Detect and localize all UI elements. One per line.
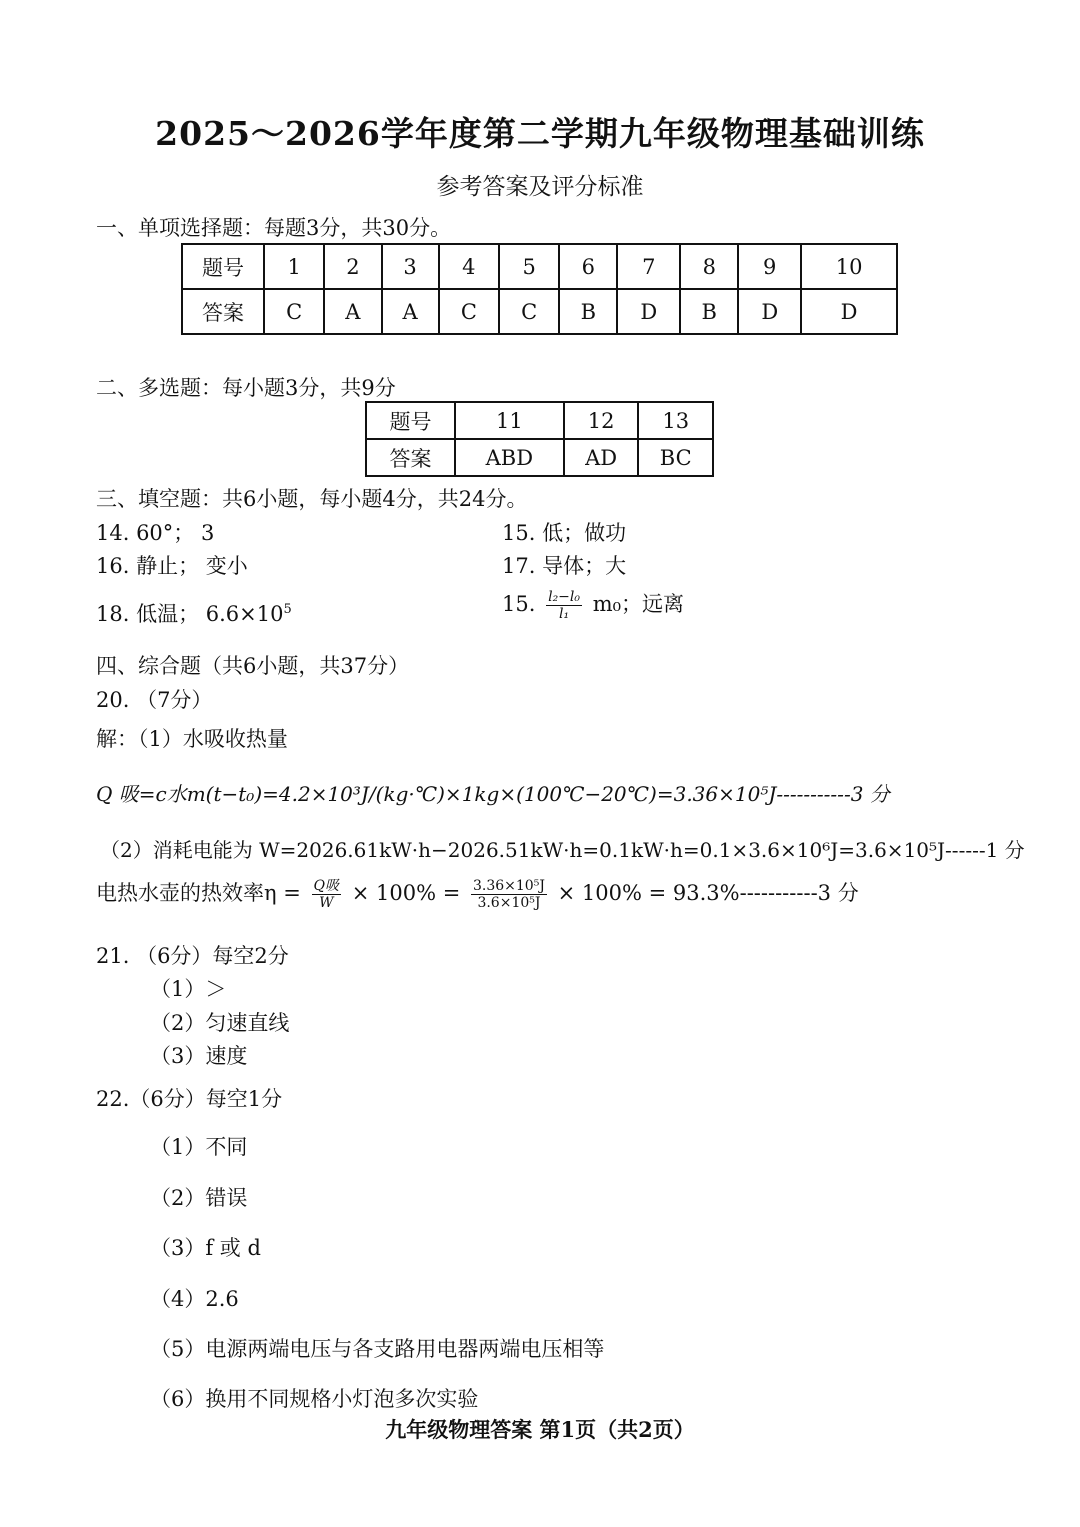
fraction-denominator: l₁: [559, 606, 570, 622]
answer-cell: BC: [638, 439, 713, 476]
question-number: 12: [564, 402, 639, 439]
question-number: 7: [617, 244, 680, 289]
fraction-numerator: Q吸: [313, 878, 340, 894]
table-row: [182, 244, 897, 289]
q22-answer-1: （1）不同: [150, 1135, 248, 1159]
answer-cell: B: [680, 289, 738, 334]
section4-heading: 四、综合题（共6小题，共37分）: [96, 654, 410, 678]
answer-16: 16. 静止； 变小: [96, 554, 248, 578]
answer-cell: ABD: [455, 439, 564, 476]
question-number: 13: [638, 402, 713, 439]
row-label-answer: 答案: [366, 439, 455, 476]
answer-19: [502, 588, 684, 622]
answer-19-number: 15.: [502, 592, 536, 616]
answer-cell: A: [382, 289, 439, 334]
q22-answer-6: （6）换用不同规格小灯泡多次实验: [150, 1387, 479, 1411]
answer-cell: D: [801, 289, 897, 334]
q22-answer-3: （3）f 或 d: [150, 1236, 261, 1260]
answer-17: 17. 导体；大: [502, 554, 627, 578]
answer-cell: D: [617, 289, 680, 334]
question-number: 5: [499, 244, 559, 289]
answer-cell: D: [738, 289, 801, 334]
q20-formula-energy: （2）消耗电能为 W=2026.61kW·h−2026.51kW·h=0.1kW·h=0.1×3.6×10⁶J=3.6×10⁵J------1 分: [100, 838, 1025, 862]
question-number: 2: [324, 244, 381, 289]
answer-18: [96, 598, 292, 628]
answer-18-text: 18. 低温； 6.6×10: [96, 602, 284, 626]
q20-intro: 解：（1）水吸收热量: [96, 727, 288, 751]
q21-answer-2: （2）匀速直线: [150, 1011, 290, 1035]
fraction-numerator: 3.36×10⁵J: [473, 878, 545, 894]
answer-cell: C: [439, 289, 499, 334]
q20-formula-heat: Q 吸=c水m(t−t₀)=4.2×10³J/(kg·℃)×1kg×(100℃−20℃)=3.36×10⁵J-----------3 分: [96, 782, 890, 806]
section3-heading: 三、填空题：共6小题，每小题4分，共24分。: [96, 487, 528, 511]
question-number: 9: [738, 244, 801, 289]
efficiency-fraction-2: [471, 878, 547, 911]
efficiency-prefix: 电热水壶的热效率η =: [96, 881, 301, 905]
section2-heading: 二、多选题：每小题3分，共9分: [96, 376, 396, 400]
section1-heading: 一、单项选择题：每题3分，共30分。: [96, 216, 452, 240]
fraction-denominator: W: [319, 895, 334, 911]
answer-cell: C: [264, 289, 324, 334]
answer-cell: A: [324, 289, 381, 334]
question-number: 11: [455, 402, 564, 439]
answer-14: 14. 60°； 3: [96, 521, 215, 545]
answer-cell: B: [559, 289, 617, 334]
q22-label: 22.（6分）每空1分: [96, 1087, 283, 1111]
efficiency-result: × 100% = 93.3%-----------3 分: [557, 881, 859, 905]
answer-cell: C: [499, 289, 559, 334]
row-label-question: 题号: [182, 244, 264, 289]
page-subtitle: 参考答案及评分标准: [436, 174, 644, 200]
q21-label: 21. （6分）每空2分: [96, 944, 289, 968]
fraction-numerator: l₂−l₀: [548, 589, 581, 605]
q21-answer-1: （1）＞: [150, 977, 227, 1001]
answer-cell: AD: [564, 439, 639, 476]
row-label-answer: 答案: [182, 289, 264, 334]
q20-label: 20. （7分）: [96, 688, 213, 712]
q21-answer-3: （3）速度: [150, 1044, 248, 1068]
multi-choice-answer-table: [365, 401, 714, 477]
question-number: 10: [801, 244, 897, 289]
page-title: 2025～2026学年度第二学期九年级物理基础训练: [155, 114, 925, 153]
answer-15: 15. 低；做功: [502, 521, 627, 545]
q22-answer-4: （4）2.6: [150, 1287, 239, 1311]
page-footer: 九年级物理答案 第1页（共2页）: [385, 1417, 695, 1442]
table-row: [182, 289, 897, 334]
answer-19-suffix: m₀；远离: [592, 592, 685, 616]
question-number: 3: [382, 244, 439, 289]
question-number: 8: [680, 244, 738, 289]
q20-efficiency: [96, 877, 859, 911]
single-choice-answer-table: [181, 243, 898, 335]
fraction-denominator: 3.6×10⁵J: [477, 895, 541, 911]
efficiency-middle: × 100% =: [351, 881, 461, 905]
table-row: [366, 402, 713, 439]
question-number: 4: [439, 244, 499, 289]
row-label-question: 题号: [366, 402, 455, 439]
answer-18-exponent: 5: [283, 602, 292, 617]
question-number: 6: [559, 244, 617, 289]
q22-answer-2: （2）错误: [150, 1186, 248, 1210]
table-row: [366, 439, 713, 476]
answer-19-fraction: [546, 589, 582, 622]
question-number: 1: [264, 244, 324, 289]
efficiency-fraction-1: [312, 878, 341, 911]
q22-answer-5: （5）电源两端电压与各支路用电器两端电压相等: [150, 1337, 605, 1361]
